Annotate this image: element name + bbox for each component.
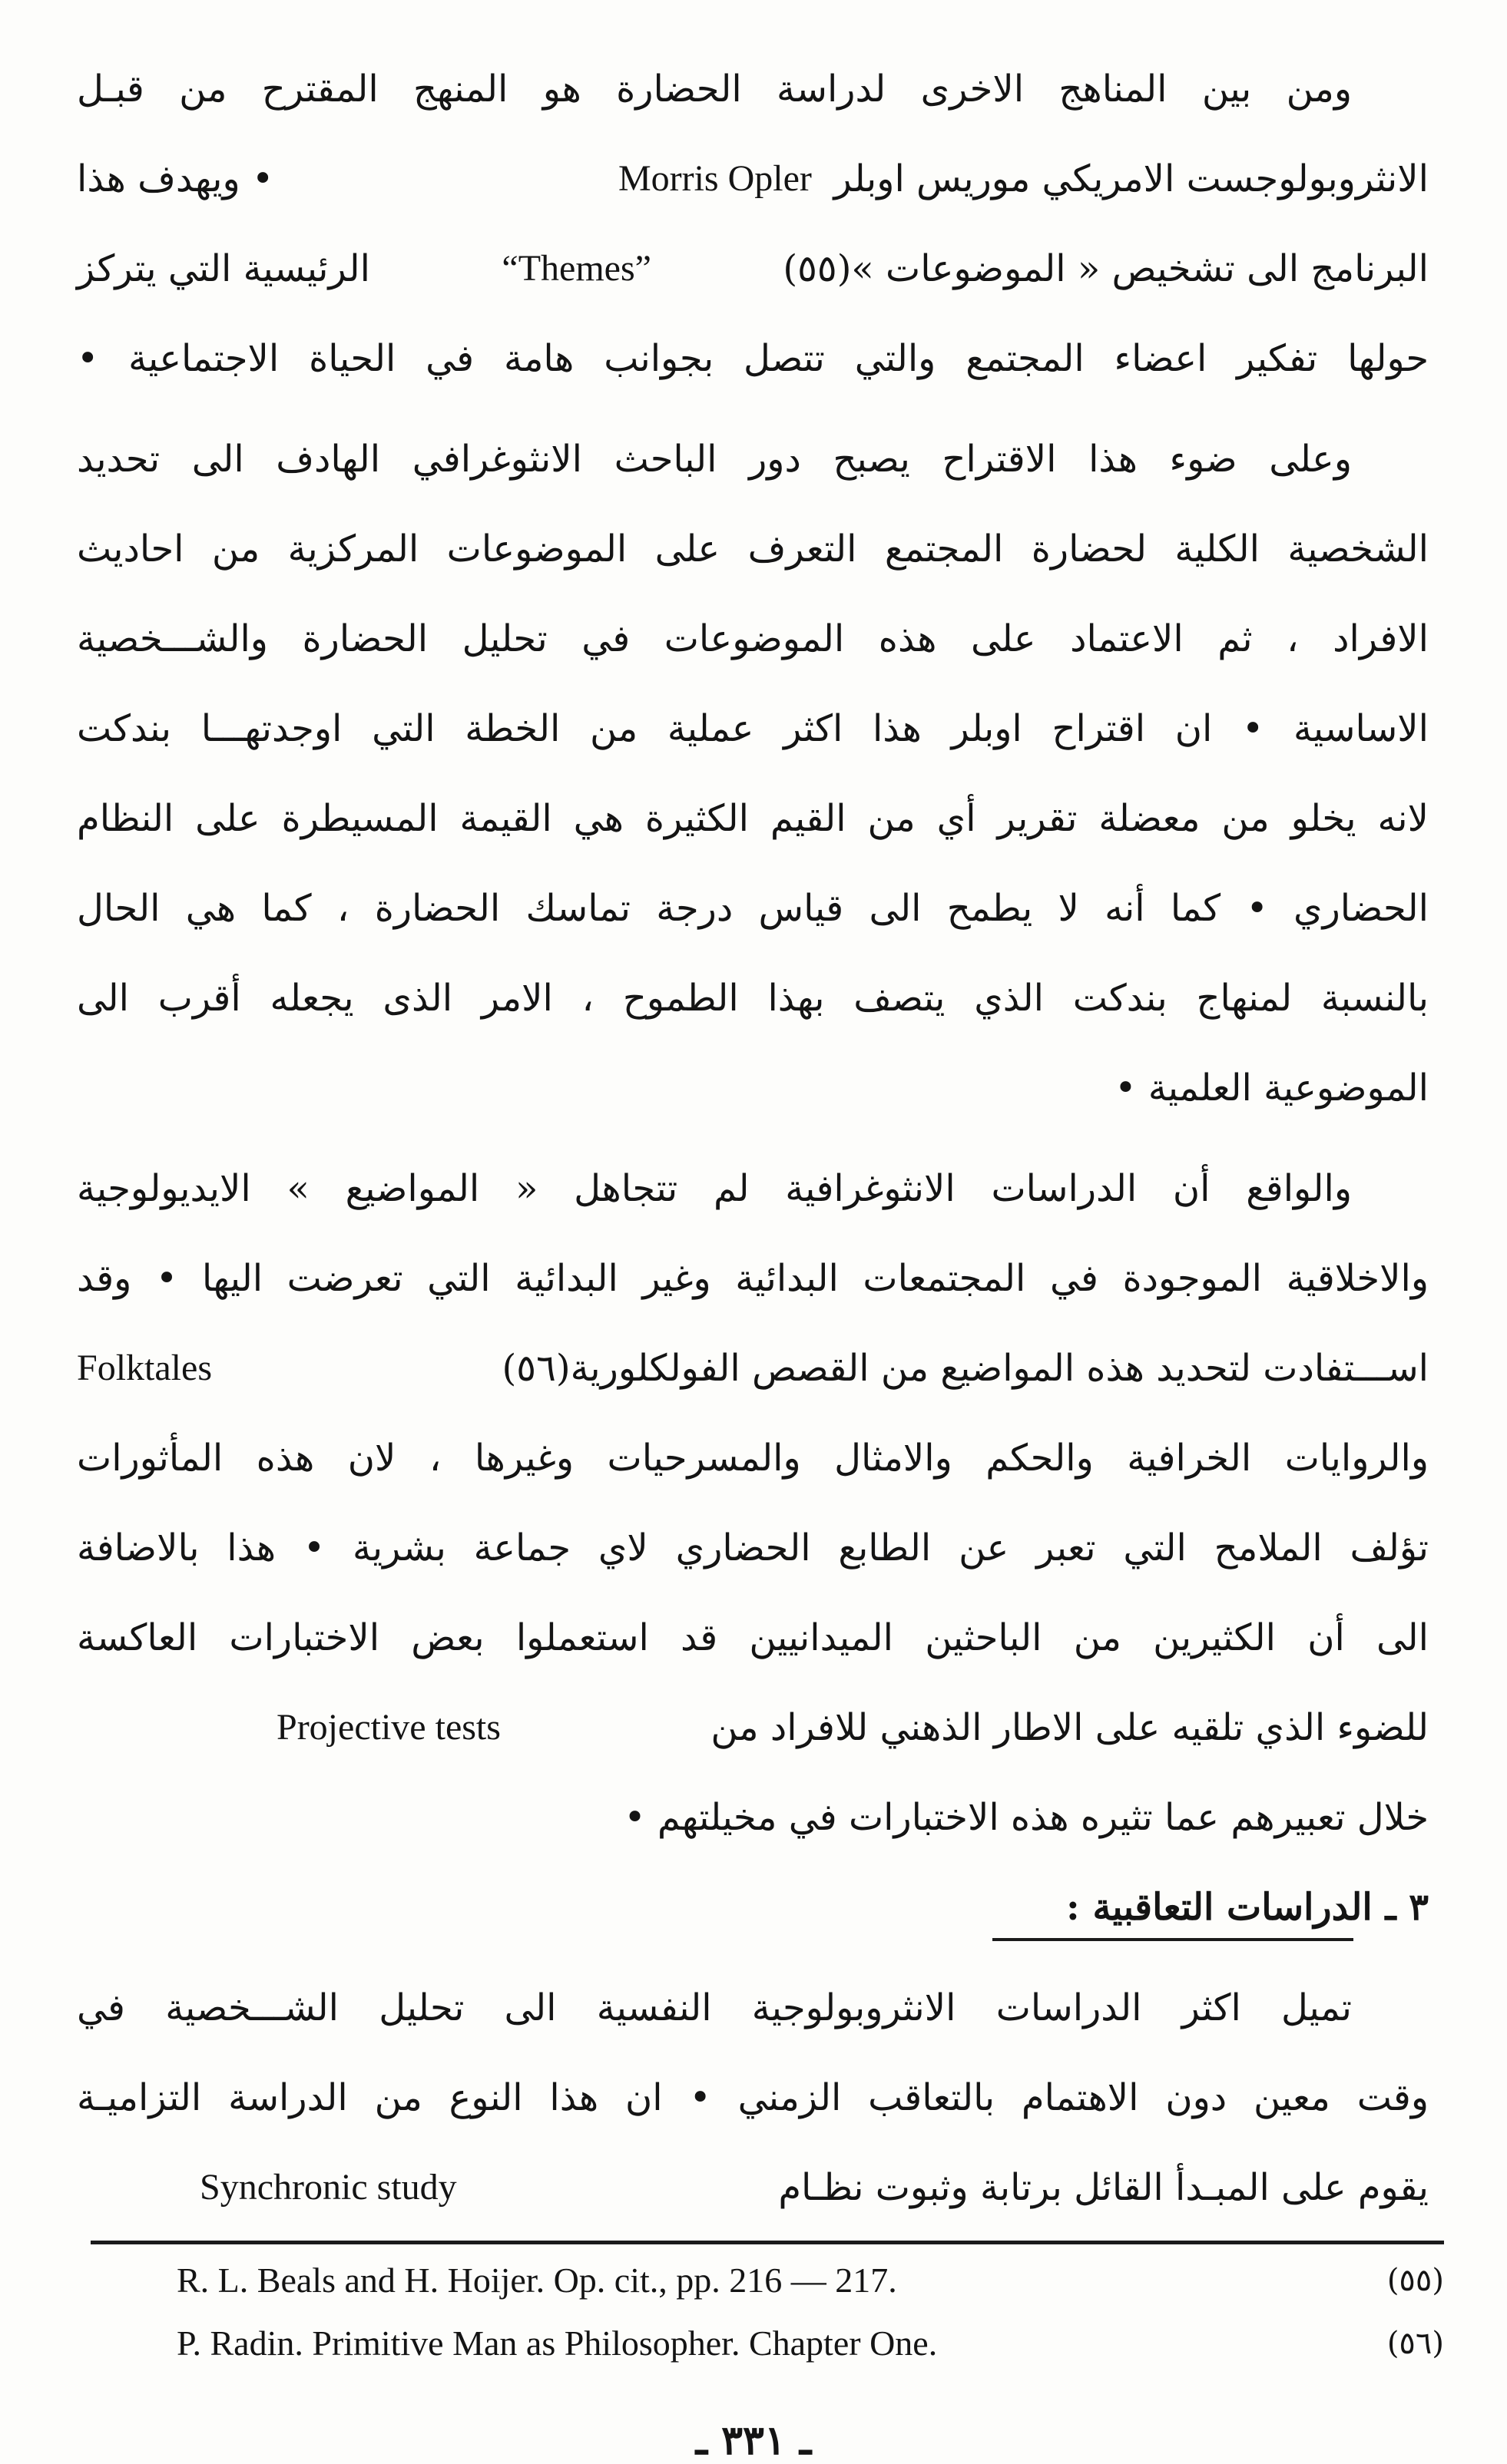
text-line — [77, 2145, 1429, 2231]
footnote-text: P. Radin. Primitive Man as Philosopher. Chapter One. — [177, 2323, 938, 2363]
latin-term: “Themes” — [502, 248, 651, 289]
heading-underline — [992, 1938, 1353, 1941]
text-line: الموضوعية العلمية • — [1115, 1067, 1429, 1110]
footnote-number: (٥٦) — [1386, 2326, 1444, 2361]
latin-term: Synchronic study — [200, 2167, 457, 2208]
text-segment: الرئيسية التي يتركز — [77, 247, 370, 290]
text-line: ومن بين المناهج الاخرى لدراسة الحضارة هو المنهج المقترح من قبـل — [77, 68, 1352, 111]
text-line: حولها تفكير اعضاء المجتمع والتي تتصل بجوانب هامة في الحياة الاجتماعية • — [77, 337, 1429, 380]
text-line: الى أن الكثيرين من الباحثين الميدانيين قد استعملوا بعض الاختبارات العاكسة — [77, 1616, 1429, 1659]
text-line: تؤلف الملامح التي تعبر عن الطابع الحضاري لاي جماعة بشرية • هذا بالاضافة — [77, 1526, 1429, 1569]
text-segment: يقوم على المبـدأ القائل برتابة وثبوت نظـام — [778, 2166, 1429, 2209]
latin-term: Morris Opler — [618, 158, 812, 199]
text-line — [77, 1685, 1429, 1771]
section-heading: ٣ ـ الدراسات التعاقبية : — [1066, 1886, 1429, 1929]
footnote — [177, 2250, 1444, 2311]
text-line: والواقع أن الدراسات الانثوغرافية لم تتجاهل « المواضيع » الايديولوجية — [77, 1167, 1352, 1210]
text-line: الحضاري • كما أنه لا يطمح الى قياس درجة تماسك الحضارة ، كما هي الحال — [77, 887, 1429, 930]
text-line: خلال تعبيرهم عما تثيره هذه الاختبارات في مخيلتهم • — [624, 1796, 1429, 1839]
text-line: بالنسبة لمنهاج بندكت الذي يتصف بهذا الطموح ، الامر الذى يجعله أقرب الى — [77, 977, 1429, 1020]
text-segment: للضوء الذي تلقيه على الاطار الذهني للافراد من — [710, 1706, 1429, 1749]
text-line: لانه يخلو من معضلة تقرير أي من القيم الكثيرة هي القيمة المسيطرة على النظام — [77, 797, 1429, 840]
text-line — [77, 136, 1429, 222]
latin-term: Projective tests — [277, 1707, 501, 1748]
text-segment: الانثروبولوجست الامريكي موريس اوبلر — [833, 157, 1429, 200]
text-line: الشخصية الكلية لحضارة المجتمع التعرف على الموضوعات المركزية من احاديث — [77, 528, 1429, 571]
text-line: وقت معين دون الاهتمام بالتعاقب الزمني • ان هذا النوع من الدراسة التزاميـة — [77, 2076, 1429, 2119]
text-line — [77, 226, 1429, 312]
text-segment: • ويهدف هذا — [77, 157, 274, 200]
footnote-number: (٥٥) — [1386, 2263, 1444, 2298]
text-line: وعلى ضوء هذا الاقتراح يصبح دور الباحث الانثوغرافي الهادف الى تحديد — [77, 438, 1352, 481]
text-line: والروايات الخرافية والحكم والامثال والمسرحيات وغيرها ، لان هذه المأثورات — [77, 1437, 1429, 1480]
page-number: ـ ٣٣١ ـ — [695, 2417, 812, 2464]
text-line — [77, 1325, 1429, 1411]
footnote-separator — [91, 2241, 1444, 2244]
latin-term: Folktales — [77, 1348, 212, 1388]
text-segment: البرنامج الى تشخيص « الموضوعات »(٥٥) — [783, 247, 1429, 290]
footnote — [177, 2313, 1444, 2374]
text-line: الاساسية • ان اقتراح اوبلر هذا اكثر عملية من الخطة التي اوجدتهـــا بندكت — [77, 707, 1429, 750]
footnote-text: R. L. Beals and H. Hoijer. Op. cit., pp. 216 — 217. — [177, 2261, 897, 2300]
text-line: الافراد ، ثم الاعتماد على هذه الموضوعات في تحليل الحضارة والشـــخصية — [77, 617, 1429, 660]
text-line: تميل اكثر الدراسات الانثروبولوجية النفسية الى تحليل الشـــخصية في — [77, 1986, 1352, 2029]
text-line: والاخلاقية الموجودة في المجتمعات البدائية وغير البدائية التي تعرضت اليها • وقد — [77, 1257, 1429, 1300]
text-segment: اســـتفادت لتحديد هذه المواضيع من القصص الفولكلورية(٥٦) — [502, 1347, 1429, 1390]
